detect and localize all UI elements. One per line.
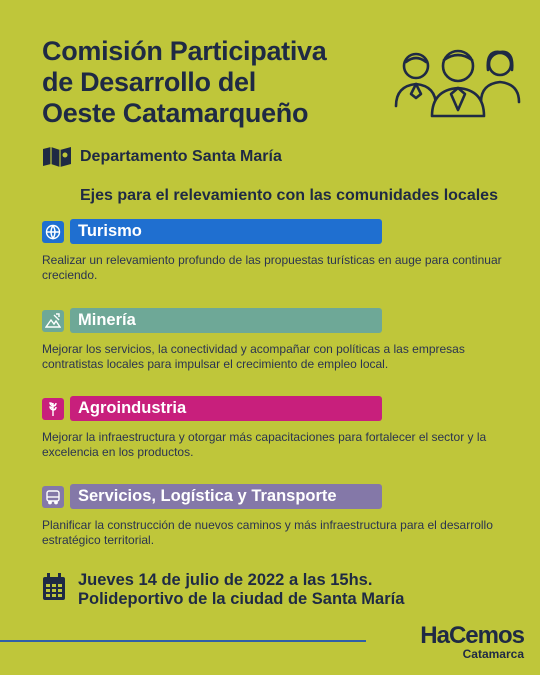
- title-line-1: Comisión Participativa: [42, 36, 327, 66]
- axis-turismo: [42, 219, 502, 283]
- axis-mineria: [42, 308, 502, 372]
- title-line-3: Oeste Catamarqueño: [42, 98, 309, 128]
- brand-subtitle: Catamarca: [462, 647, 524, 661]
- event-date: Jueves 14 de julio de 2022 a las 15hs.: [78, 571, 373, 589]
- axis-description-agroindustria: Mejorar la infraestructura y otorgar más capacitaciones para fortalecer el sector y la excelencia en los productos.: [42, 430, 487, 459]
- axis-label-turismo: Turismo: [70, 219, 382, 244]
- brand-name: HaCemos: [420, 622, 524, 649]
- axis-description-mineria: Mejorar los servicios, la conectividad y acompañar con políticas a las empresas contratistas locales para impulsar el crecimiento de empleo local.: [42, 342, 465, 371]
- map-icon: [42, 146, 72, 168]
- section-subtitle: Ejes para el relevamiento con las comunidades locales: [80, 187, 498, 204]
- bus-icon: [42, 486, 64, 508]
- calendar-icon: [42, 573, 66, 601]
- mining-icon: [42, 310, 64, 332]
- wheat-icon: [42, 398, 64, 420]
- brand-logo: [384, 624, 524, 661]
- department-label: Departamento Santa María: [80, 148, 282, 165]
- axis-label-servicios: Servicios, Logística y Transporte: [70, 484, 382, 509]
- title-line-2: de Desarrollo del: [42, 67, 256, 97]
- people-icon: [392, 40, 524, 118]
- page-title: [42, 36, 382, 129]
- axis-label-agroindustria: Agroindustria: [70, 396, 382, 421]
- globe-icon: [42, 221, 64, 243]
- axis-description-servicios: Planificar la construcción de nuevos caminos y más infraestructura para el desarrollo estratégico territorial.: [42, 518, 493, 547]
- department-row: [42, 146, 282, 168]
- event-info: [42, 571, 404, 609]
- axis-servicios: [42, 484, 502, 548]
- axis-description-turismo: Realizar un relevamiento profundo de las propuestas turísticas en auge para continuar creciendo.: [42, 253, 502, 282]
- footer-divider: [0, 640, 366, 642]
- axis-label-mineria: Minería: [70, 308, 382, 333]
- event-location: Polideportivo de la ciudad de Santa María: [78, 590, 405, 608]
- axis-agroindustria: [42, 396, 502, 460]
